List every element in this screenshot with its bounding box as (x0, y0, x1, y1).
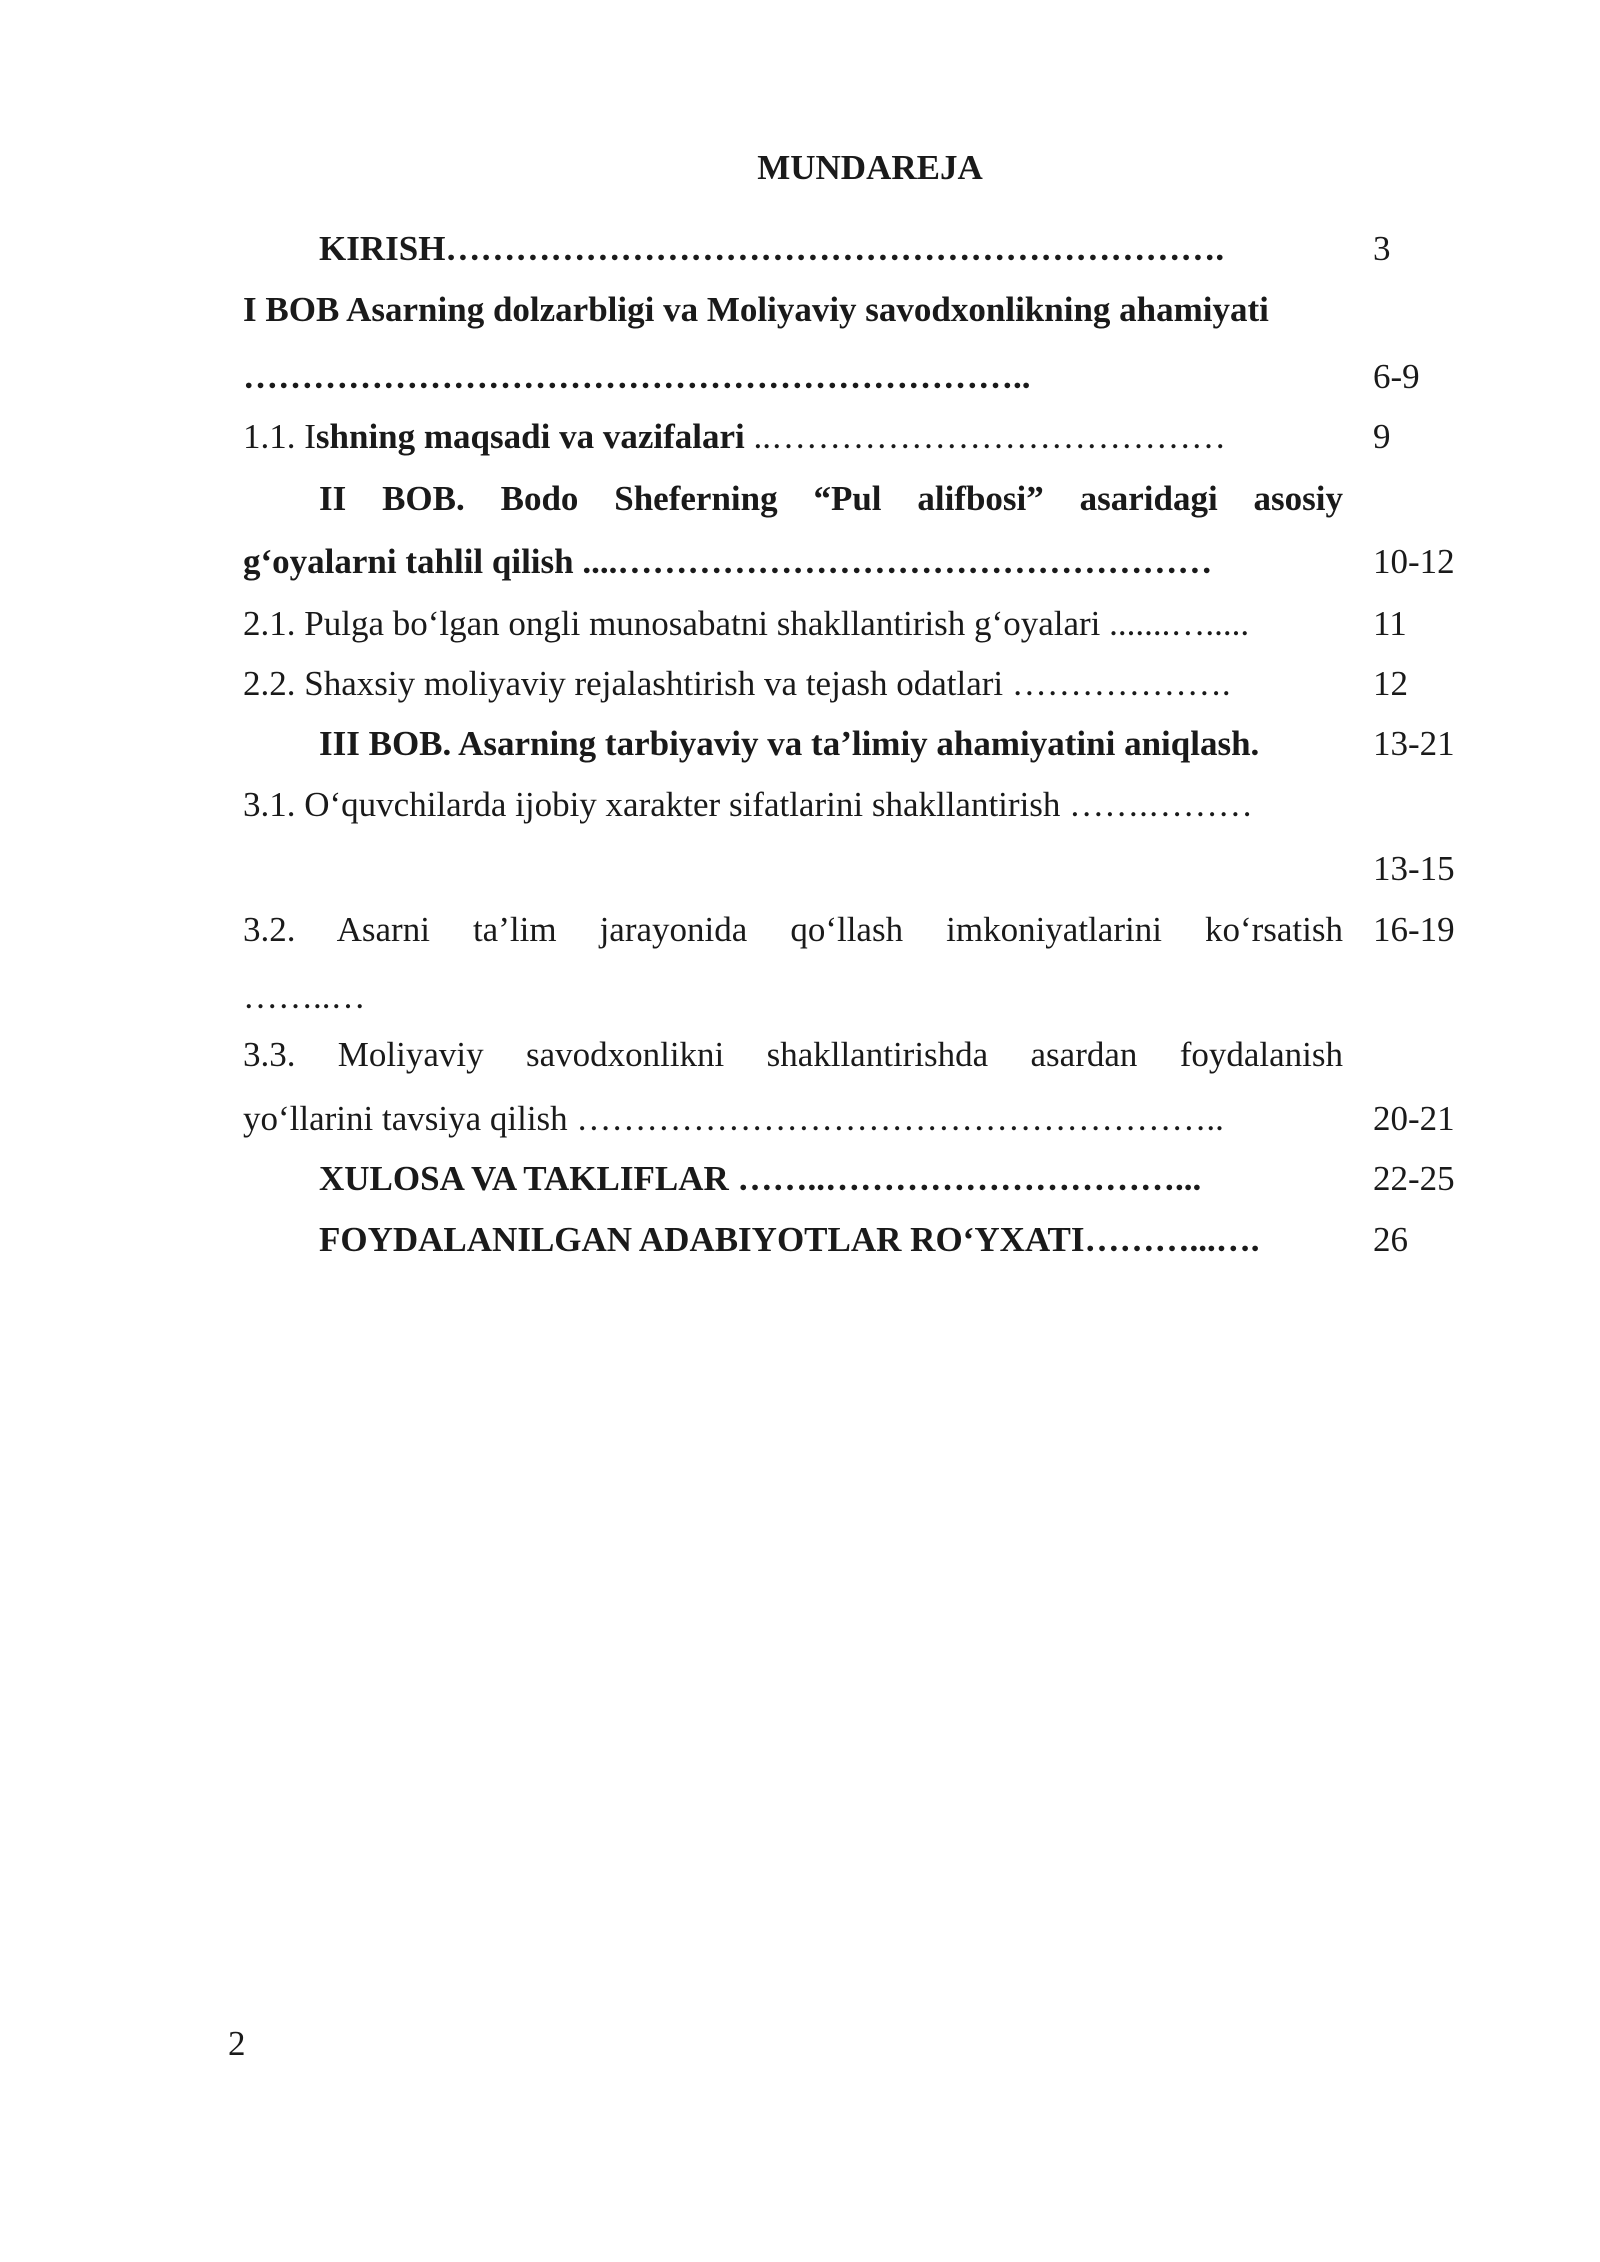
toc-entry-label: 3.2. Asarni ta’lim jarayonida qo‘llash imkoniyatlarini ko‘rsatish (243, 910, 1343, 949)
toc-entry-page: 6-9 (1373, 357, 1420, 396)
toc-entry-leader: ……..… (243, 977, 366, 1016)
toc-entry-page: 22-25 (1373, 1159, 1455, 1198)
toc-entry-page: 26 (1373, 1220, 1408, 1259)
toc-entry-page: 20-21 (1373, 1099, 1455, 1138)
toc-entry-page: 13-21 (1373, 724, 1455, 763)
toc-entry-label: g‘oyalarni tahlil qilish ....…………………………………………… (243, 542, 1213, 581)
toc-entry-page: 10-12 (1373, 542, 1455, 581)
toc-entry-page: 16-19 (1373, 910, 1455, 949)
toc-entry-page: 3 (1373, 229, 1391, 268)
toc-entry-label: 2.1. Pulga bo‘lgan ongli munosabatni shakllantirish g‘oyalari .......…..... (243, 604, 1250, 643)
toc-entry-label: II BOB. Bodo Sheferning “Pul alifbosi” asaridagi asosiy (319, 479, 1343, 518)
toc-entry-page: 12 (1373, 664, 1408, 703)
page-number: 2 (228, 2024, 246, 2063)
toc-entry-label: III BOB. Asarning tarbiyaviy va ta’limiy ahamiyatini aniqlash. (319, 724, 1260, 763)
toc-entry-label: 1.1. Ishning maqsadi va vazifalari ..………………………………… (243, 417, 1226, 456)
toc-entry-page: 11 (1373, 604, 1407, 643)
toc-entry-label: yo‘llarini tavsiya qilish ……………………………………………….. (243, 1099, 1224, 1138)
toc-entry-label: FOYDALANILGAN ADABIYOTLAR RO‘YXATI………...…. (319, 1220, 1260, 1259)
toc-entry-label: 2.2. Shaxsiy moliyaviy rejalashtirish va tejash odatlari ………………. (243, 664, 1231, 703)
toc-entry-page: 9 (1373, 417, 1391, 456)
toc-title: MUNDAREJA (757, 148, 983, 187)
toc-entry-label: I BOB Asarning dolzarbligi va Moliyaviy savodxonlikning ahamiyati (243, 290, 1269, 329)
toc-entry-label: KIRISH…………………………………………………………. (319, 229, 1225, 268)
toc-entry-leader: ………………………………………………………….. (243, 357, 1031, 396)
toc-entry-page: 13-15 (1373, 849, 1455, 888)
toc-entry-label: 3.1. O‘quvchilarda ijobiy xarakter sifatlarini shakllantirish …….……… (243, 785, 1253, 824)
toc-entry-label: XULOSA VA TAKLIFLAR ……..…………………………... (319, 1159, 1202, 1198)
toc-entry-label: 3.3. Moliyaviy savodxonlikni shakllantirishda asardan foydalanish (243, 1035, 1343, 1074)
